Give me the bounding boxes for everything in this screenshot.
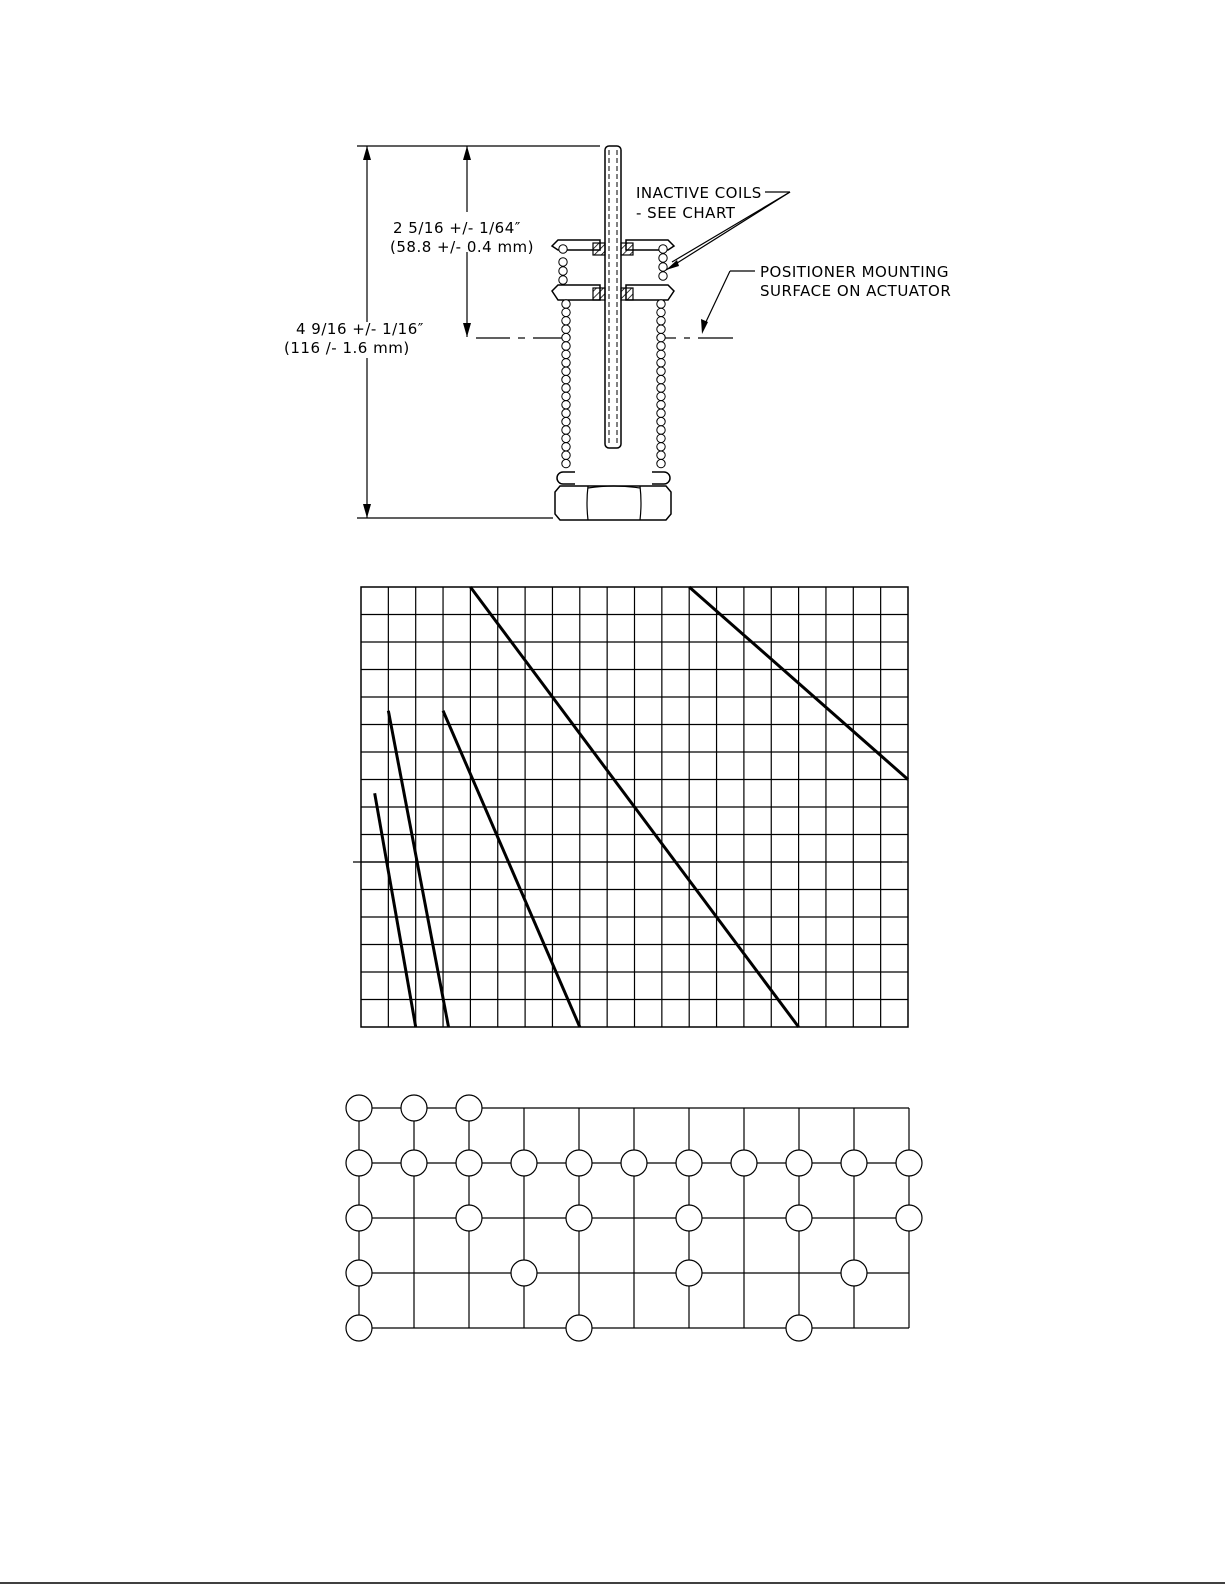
grid-node [841, 1150, 867, 1176]
spring-assembly-drawing [284, 146, 951, 520]
node-grid-lines [359, 1108, 909, 1328]
grid-node [731, 1150, 757, 1176]
active-coil [657, 350, 665, 358]
grid-node [346, 1150, 372, 1176]
active-coil [562, 317, 570, 325]
active-coil [657, 451, 665, 459]
grid-node [456, 1150, 482, 1176]
spring-hooks [557, 472, 670, 484]
inactive-coil [559, 267, 567, 275]
active-coil [562, 401, 570, 409]
inactive-coil [659, 272, 667, 280]
grid-node [786, 1150, 812, 1176]
active-coil [657, 375, 665, 383]
active-coil [657, 384, 665, 392]
active-coil [657, 417, 665, 425]
active-coil [657, 426, 665, 434]
mounting-surface-note-line1: POSITIONER MOUNTING [760, 263, 949, 281]
grid-node [676, 1260, 702, 1286]
grid-node [346, 1205, 372, 1231]
grid-node [676, 1150, 702, 1176]
active-coil [657, 459, 665, 467]
grid-node [841, 1260, 867, 1286]
chart-line-2 [388, 711, 448, 1027]
grid-node [511, 1260, 537, 1286]
grid-node [456, 1095, 482, 1121]
grid-node [346, 1095, 372, 1121]
active-coil [657, 333, 665, 341]
active-coil [562, 325, 570, 333]
active-coil [562, 409, 570, 417]
active-coil [657, 325, 665, 333]
active-coil [562, 384, 570, 392]
inactive-coil [559, 276, 567, 284]
coil-selection-grid [346, 1095, 922, 1341]
chart-line-3 [443, 711, 580, 1027]
grid-node [676, 1205, 702, 1231]
active-coil [657, 401, 665, 409]
inactive-coil [559, 258, 567, 266]
short-dimension-imperial: 2 5/16 +/- 1/64″ [393, 219, 521, 237]
inactive-coil [559, 245, 567, 253]
inactive-coil [659, 254, 667, 262]
grid-node [456, 1205, 482, 1231]
grid-node [401, 1095, 427, 1121]
grid-node [566, 1315, 592, 1341]
active-coil [657, 443, 665, 451]
active-coil [562, 359, 570, 367]
grid-node [346, 1260, 372, 1286]
active-coil [562, 392, 570, 400]
active-coil [562, 426, 570, 434]
long-dimension-imperial: 4 9/16 +/- 1/16″ [296, 320, 424, 338]
active-coil [562, 417, 570, 425]
grid-node [896, 1205, 922, 1231]
threaded-rod [605, 146, 621, 448]
grid-node [346, 1315, 372, 1341]
active-coil [562, 434, 570, 442]
active-coil [562, 459, 570, 467]
spring-coils [559, 245, 667, 468]
short-dimension-metric: (58.8 +/- 0.4 mm) [390, 238, 535, 256]
active-coil [657, 434, 665, 442]
active-coil [657, 359, 665, 367]
grid-node [401, 1150, 427, 1176]
inactive-coil [659, 245, 667, 253]
active-coil [562, 308, 570, 316]
active-coil [657, 317, 665, 325]
grid-node [566, 1205, 592, 1231]
inactive-coil [659, 263, 667, 271]
grid-node [621, 1150, 647, 1176]
upper-retainer [552, 240, 674, 255]
active-coil [657, 342, 665, 350]
active-coil [562, 350, 570, 358]
grid-node [566, 1150, 592, 1176]
long-dimension-metric: (116 /- 1.6 mm) [284, 339, 410, 357]
active-coil [657, 367, 665, 375]
grid-node [786, 1315, 812, 1341]
inactive-coils-note-line2: - SEE CHART [636, 204, 736, 222]
spring-rate-chart [353, 587, 908, 1027]
active-coil [562, 300, 570, 308]
active-coil [657, 409, 665, 417]
active-coil [657, 300, 665, 308]
inactive-coils-note-line1: INACTIVE COILS [636, 184, 762, 202]
grid-node [786, 1205, 812, 1231]
hex-nut-base [555, 486, 671, 520]
grid-node [511, 1150, 537, 1176]
active-coil [562, 367, 570, 375]
active-coil [562, 375, 570, 383]
active-coil [657, 392, 665, 400]
active-coil [562, 443, 570, 451]
mounting-surface-leader [701, 271, 755, 334]
lower-retainer [552, 285, 674, 300]
grid-node [896, 1150, 922, 1176]
active-coil [562, 342, 570, 350]
active-coil [657, 308, 665, 316]
active-coil [562, 333, 570, 341]
active-coil [562, 451, 570, 459]
mounting-surface-note-line2: SURFACE ON ACTUATOR [760, 282, 952, 300]
